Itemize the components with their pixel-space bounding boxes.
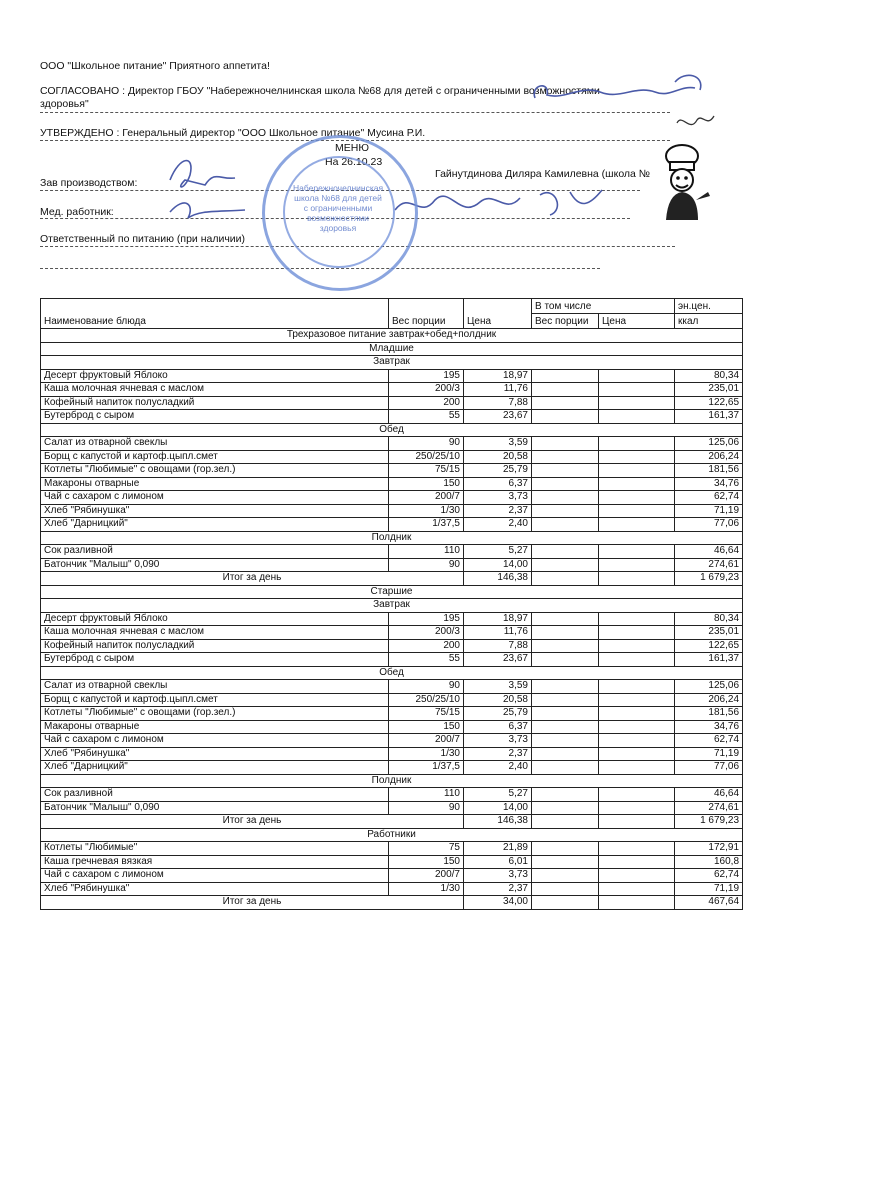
dish-energy: 125,06: [675, 680, 743, 694]
dish-energy: 62,74: [675, 734, 743, 748]
dish-energy: 206,24: [675, 450, 743, 464]
dish-price: 3,59: [464, 680, 532, 694]
dish-name: Каша гречневая вязкая: [41, 855, 389, 869]
dish-energy: 235,01: [675, 626, 743, 640]
dish-energy: 77,06: [675, 518, 743, 532]
dish-price: 20,58: [464, 693, 532, 707]
dish-energy: 77,06: [675, 761, 743, 775]
dish-name: Каша молочная ячневая с маслом: [41, 626, 389, 640]
dish-name: Котлеты "Любимые" с овощами (гор.зел.): [41, 464, 389, 478]
table-row: [41, 734, 743, 748]
dish-weight: 250/25/10: [389, 450, 464, 464]
dish-price: 2,37: [464, 747, 532, 761]
dish-weight: 250/25/10: [389, 693, 464, 707]
dish-price: 14,00: [464, 801, 532, 815]
inc-price-cell: [599, 369, 675, 383]
dish-price: 6,37: [464, 720, 532, 734]
dish-name: Макароны отварные: [41, 720, 389, 734]
col-inc-price-header: Цена: [599, 314, 675, 329]
stamp-text: Набережночелнинская школа №68 для детей с ограниченными возможностями здоровья: [293, 183, 384, 233]
table-row: [41, 680, 743, 694]
table-row: [41, 720, 743, 734]
dish-price: 23,67: [464, 410, 532, 424]
dish-weight: 110: [389, 788, 464, 802]
dish-price: 18,97: [464, 612, 532, 626]
dish-name: Макароны отварные: [41, 477, 389, 491]
inc-price-cell: [599, 383, 675, 397]
inc-price-cell: [599, 693, 675, 707]
table-row: [41, 855, 743, 869]
inc-weight-cell: [532, 707, 599, 721]
col-weight-header: Вес порции: [389, 299, 464, 329]
dish-name: Хлеб "Дарницкий": [41, 761, 389, 775]
dish-energy: 46,64: [675, 545, 743, 559]
inc-price-cell: [599, 761, 675, 775]
inc-weight-cell: [532, 734, 599, 748]
agreed-line-2: здоровья": [40, 98, 89, 110]
inc-price-cell: [599, 504, 675, 518]
dish-price: 18,97: [464, 369, 532, 383]
dish-energy: 206,24: [675, 693, 743, 707]
inc-weight-cell: [532, 491, 599, 505]
dish-price: 2,40: [464, 761, 532, 775]
dish-price: 20,58: [464, 450, 532, 464]
inc-weight-cell: [532, 450, 599, 464]
menu-title: МЕНЮ: [335, 142, 369, 154]
dish-energy: 122,65: [675, 639, 743, 653]
dish-energy: 80,34: [675, 612, 743, 626]
dish-name: Хлеб "Рябинушка": [41, 504, 389, 518]
table-row: [41, 761, 743, 775]
inc-weight-cell: [532, 437, 599, 451]
inc-price-cell: [599, 788, 675, 802]
col-price-header: Цена: [464, 299, 532, 329]
dish-price: 6,01: [464, 855, 532, 869]
dish-weight: 200/3: [389, 626, 464, 640]
table-row: [41, 396, 743, 410]
table-row: [41, 437, 743, 451]
col-energy-header: эн.цен.: [675, 299, 743, 314]
table-row: [41, 504, 743, 518]
dish-price: 3,73: [464, 869, 532, 883]
section-title: Полдник: [41, 531, 743, 545]
dish-weight: 1/37,5: [389, 518, 464, 532]
inc-weight-cell: [532, 464, 599, 478]
dish-weight: 75/15: [389, 464, 464, 478]
inc-price-cell: [599, 477, 675, 491]
dish-energy: 62,74: [675, 491, 743, 505]
menu-table-body: [41, 299, 743, 910]
signature-general-director: [672, 108, 722, 138]
dish-price: 2,37: [464, 504, 532, 518]
dish-weight: 200/3: [389, 383, 464, 397]
dish-weight: 195: [389, 612, 464, 626]
inc-weight-cell: [532, 842, 599, 856]
table-row: [41, 518, 743, 532]
dish-energy: 274,61: [675, 558, 743, 572]
dish-weight: 1/30: [389, 882, 464, 896]
dish-energy: 125,06: [675, 437, 743, 451]
table-row: [41, 707, 743, 721]
inc-price-cell: [599, 437, 675, 451]
dish-name: Чай с сахаром с лимоном: [41, 491, 389, 505]
inc-weight-cell: [532, 680, 599, 694]
dish-name: Кофейный напиток полусладкий: [41, 639, 389, 653]
total-inc-weight-cell: [532, 572, 599, 586]
table-row: [41, 383, 743, 397]
dish-energy: 274,61: [675, 801, 743, 815]
med-worker-label: Мед. работник:: [40, 206, 114, 218]
inc-price-cell: [599, 720, 675, 734]
inc-weight-cell: [532, 626, 599, 640]
group-title-row: [41, 828, 743, 842]
dish-price: 11,76: [464, 626, 532, 640]
inc-weight-cell: [532, 761, 599, 775]
dish-name: Бутерброд с сыром: [41, 410, 389, 424]
dish-energy: 161,37: [675, 653, 743, 667]
table-row: [41, 626, 743, 640]
dish-weight: 1/30: [389, 747, 464, 761]
table-row: [41, 869, 743, 883]
dish-weight: 200: [389, 396, 464, 410]
dish-name: Сок разливной: [41, 788, 389, 802]
dish-name: Котлеты "Любимые" с овощами (гор.зел.): [41, 707, 389, 721]
table-row: [41, 477, 743, 491]
dish-energy: 160,8: [675, 855, 743, 869]
total-label: Итог за день: [41, 572, 464, 586]
group-title-row: [41, 585, 743, 599]
dish-energy: 46,64: [675, 788, 743, 802]
dish-weight: 75/15: [389, 707, 464, 721]
section-title: Обед: [41, 666, 743, 680]
total-row: [41, 572, 743, 586]
dish-weight: 55: [389, 410, 464, 424]
inc-price-cell: [599, 491, 675, 505]
total-price: 146,38: [464, 815, 532, 829]
dish-weight: 150: [389, 720, 464, 734]
table-row: [41, 801, 743, 815]
dish-weight: 195: [389, 369, 464, 383]
inc-weight-cell: [532, 653, 599, 667]
dish-energy: 181,56: [675, 707, 743, 721]
group-title: Старшие: [41, 585, 743, 599]
table-row: [41, 842, 743, 856]
production-label: Зав производством:: [40, 177, 138, 189]
inc-price-cell: [599, 639, 675, 653]
dish-energy: 161,37: [675, 410, 743, 424]
table-row: [41, 450, 743, 464]
dish-name: Хлеб "Рябинушка": [41, 747, 389, 761]
food-responsible-label: Ответственный по питанию (при наличии): [40, 233, 246, 245]
section-title-row: [41, 774, 743, 788]
dish-price: 3,73: [464, 734, 532, 748]
inc-weight-cell: [532, 855, 599, 869]
inc-weight-cell: [532, 801, 599, 815]
dish-weight: 55: [389, 653, 464, 667]
total-inc-weight-cell: [532, 815, 599, 829]
group-title: Младшие: [41, 342, 743, 356]
total-inc-price-cell: [599, 572, 675, 586]
col-inc-weight-header: Вес порции: [532, 314, 599, 329]
inc-price-cell: [599, 410, 675, 424]
total-row: [41, 815, 743, 829]
group-title-row: [41, 342, 743, 356]
inc-price-cell: [599, 882, 675, 896]
total-row: [41, 896, 743, 910]
group-title: Работники: [41, 828, 743, 842]
responsible-name: Гайнутдинова Диляра Камилевна (школа №: [435, 168, 651, 180]
dish-energy: 71,19: [675, 504, 743, 518]
dish-name: Чай с сахаром с лимоном: [41, 869, 389, 883]
col-name-header: Наименование блюда: [41, 299, 389, 329]
inc-price-cell: [599, 734, 675, 748]
dish-weight: 150: [389, 477, 464, 491]
dish-price: 25,79: [464, 707, 532, 721]
table-row: [41, 369, 743, 383]
dish-price: 21,89: [464, 842, 532, 856]
dish-name: Бутерброд с сыром: [41, 653, 389, 667]
inc-weight-cell: [532, 869, 599, 883]
dish-name: Десерт фруктовый Яблоко: [41, 369, 389, 383]
inc-weight-cell: [532, 518, 599, 532]
dish-name: Батончик "Малыш" 0,090: [41, 801, 389, 815]
dish-price: 2,37: [464, 882, 532, 896]
menu-date: На 26.10.23: [325, 156, 383, 168]
inc-weight-cell: [532, 882, 599, 896]
dish-weight: 90: [389, 437, 464, 451]
table-row: [41, 558, 743, 572]
inc-weight-cell: [532, 410, 599, 424]
inc-weight-cell: [532, 720, 599, 734]
table-row: [41, 747, 743, 761]
dish-weight: 1/37,5: [389, 761, 464, 775]
dish-energy: 122,65: [675, 396, 743, 410]
total-inc-weight-cell: [532, 896, 599, 910]
inc-price-cell: [599, 450, 675, 464]
total-energy: 1 679,23: [675, 572, 743, 586]
dish-energy: 71,19: [675, 882, 743, 896]
dish-price: 14,00: [464, 558, 532, 572]
table-row: [41, 788, 743, 802]
dish-name: Салат из отварной свеклы: [41, 680, 389, 694]
chef-logo-icon: [652, 142, 712, 222]
dish-price: 6,37: [464, 477, 532, 491]
dish-name: Борщ с капустой и картоф.цыпл.смет: [41, 450, 389, 464]
inc-weight-cell: [532, 788, 599, 802]
section-title-row: [41, 666, 743, 680]
dish-name: Борщ с капустой и картоф.цыпл.смет: [41, 693, 389, 707]
agreed-line: СОГЛАСОВАНО : Директор ГБОУ "Набережночелнинская школа №68 для детей с ограниченными возможностями: [40, 85, 600, 97]
total-energy: 467,64: [675, 896, 743, 910]
dish-price: 23,67: [464, 653, 532, 667]
table-row: [41, 464, 743, 478]
dish-price: 5,27: [464, 788, 532, 802]
total-label: Итог за день: [41, 896, 464, 910]
menu-table: [40, 298, 743, 910]
inc-price-cell: [599, 558, 675, 572]
table-row: [41, 653, 743, 667]
inc-price-cell: [599, 626, 675, 640]
inc-price-cell: [599, 612, 675, 626]
total-energy: 1 679,23: [675, 815, 743, 829]
dish-price: 5,27: [464, 545, 532, 559]
inc-price-cell: [599, 518, 675, 532]
dish-price: 25,79: [464, 464, 532, 478]
inc-price-cell: [599, 842, 675, 856]
dish-name: Хлеб "Рябинушка": [41, 882, 389, 896]
dish-name: Салат из отварной свеклы: [41, 437, 389, 451]
dish-name: Десерт фруктовый Яблоко: [41, 612, 389, 626]
dish-price: 2,40: [464, 518, 532, 532]
dish-weight: 200: [389, 639, 464, 653]
organization-stamp: [262, 135, 418, 291]
section-title: Завтрак: [41, 356, 743, 370]
table-row: [41, 882, 743, 896]
inc-weight-cell: [532, 477, 599, 491]
table-row: [41, 639, 743, 653]
dish-price: 3,73: [464, 491, 532, 505]
inc-price-cell: [599, 855, 675, 869]
section-title-row: [41, 356, 743, 370]
total-price: 34,00: [464, 896, 532, 910]
signature-med: [390, 180, 610, 230]
table-row: [41, 545, 743, 559]
inc-weight-cell: [532, 545, 599, 559]
inc-price-cell: [599, 707, 675, 721]
inc-weight-cell: [532, 504, 599, 518]
col-including-header: В том числе: [532, 299, 675, 314]
dish-weight: 90: [389, 801, 464, 815]
dish-price: 11,76: [464, 383, 532, 397]
dish-energy: 34,76: [675, 477, 743, 491]
regime-row: [41, 329, 743, 343]
section-title-row: [41, 531, 743, 545]
inc-price-cell: [599, 545, 675, 559]
inc-weight-cell: [532, 383, 599, 397]
dish-name: Котлеты "Любимые": [41, 842, 389, 856]
dish-weight: 200/7: [389, 491, 464, 505]
dish-name: Чай с сахаром с лимоном: [41, 734, 389, 748]
dish-price: 7,88: [464, 639, 532, 653]
inc-weight-cell: [532, 693, 599, 707]
inc-price-cell: [599, 801, 675, 815]
approved-line: УТВЕРЖДЕНО : Генеральный директор "ООО Школьное питание" Мусина Р.И.: [40, 127, 426, 139]
inc-weight-cell: [532, 612, 599, 626]
inc-price-cell: [599, 747, 675, 761]
dish-weight: 150: [389, 855, 464, 869]
section-title: Обед: [41, 423, 743, 437]
dish-energy: 181,56: [675, 464, 743, 478]
table-row: [41, 612, 743, 626]
inc-price-cell: [599, 680, 675, 694]
inc-price-cell: [599, 464, 675, 478]
dish-weight: 1/30: [389, 504, 464, 518]
dish-name: Сок разливной: [41, 545, 389, 559]
inc-weight-cell: [532, 369, 599, 383]
section-title: Завтрак: [41, 599, 743, 613]
inc-price-cell: [599, 396, 675, 410]
regime-label: Трехразовое питание завтрак+обед+полдник: [41, 329, 743, 343]
dish-energy: 172,91: [675, 842, 743, 856]
inc-price-cell: [599, 869, 675, 883]
dish-name: Каша молочная ячневая с маслом: [41, 383, 389, 397]
section-title-row: [41, 599, 743, 613]
dish-energy: 34,76: [675, 720, 743, 734]
table-row: [41, 693, 743, 707]
total-inc-price-cell: [599, 815, 675, 829]
dish-weight: 200/7: [389, 734, 464, 748]
dish-energy: 62,74: [675, 869, 743, 883]
total-inc-price-cell: [599, 896, 675, 910]
inc-weight-cell: [532, 747, 599, 761]
inc-weight-cell: [532, 558, 599, 572]
table-row: [41, 410, 743, 424]
company-name: ООО "Школьное питание" Приятного аппетита!: [40, 60, 270, 72]
dish-name: Хлеб "Дарницкий": [41, 518, 389, 532]
table-row: [41, 491, 743, 505]
total-label: Итог за день: [41, 815, 464, 829]
dish-price: 3,59: [464, 437, 532, 451]
dish-weight: 90: [389, 558, 464, 572]
dish-energy: 71,19: [675, 747, 743, 761]
section-title: Полдник: [41, 774, 743, 788]
dish-weight: 200/7: [389, 869, 464, 883]
total-price: 146,38: [464, 572, 532, 586]
dish-weight: 90: [389, 680, 464, 694]
dish-weight: 75: [389, 842, 464, 856]
dish-name: Батончик "Малыш" 0,090: [41, 558, 389, 572]
dish-name: Кофейный напиток полусладкий: [41, 396, 389, 410]
dish-energy: 235,01: [675, 383, 743, 397]
inc-weight-cell: [532, 396, 599, 410]
col-energy-unit-header: ккал: [675, 314, 743, 329]
inc-price-cell: [599, 653, 675, 667]
section-title-row: [41, 423, 743, 437]
table-header-row: [41, 299, 743, 314]
inc-weight-cell: [532, 639, 599, 653]
signature-production: [160, 150, 260, 230]
dish-weight: 110: [389, 545, 464, 559]
dish-energy: 80,34: [675, 369, 743, 383]
dish-price: 7,88: [464, 396, 532, 410]
